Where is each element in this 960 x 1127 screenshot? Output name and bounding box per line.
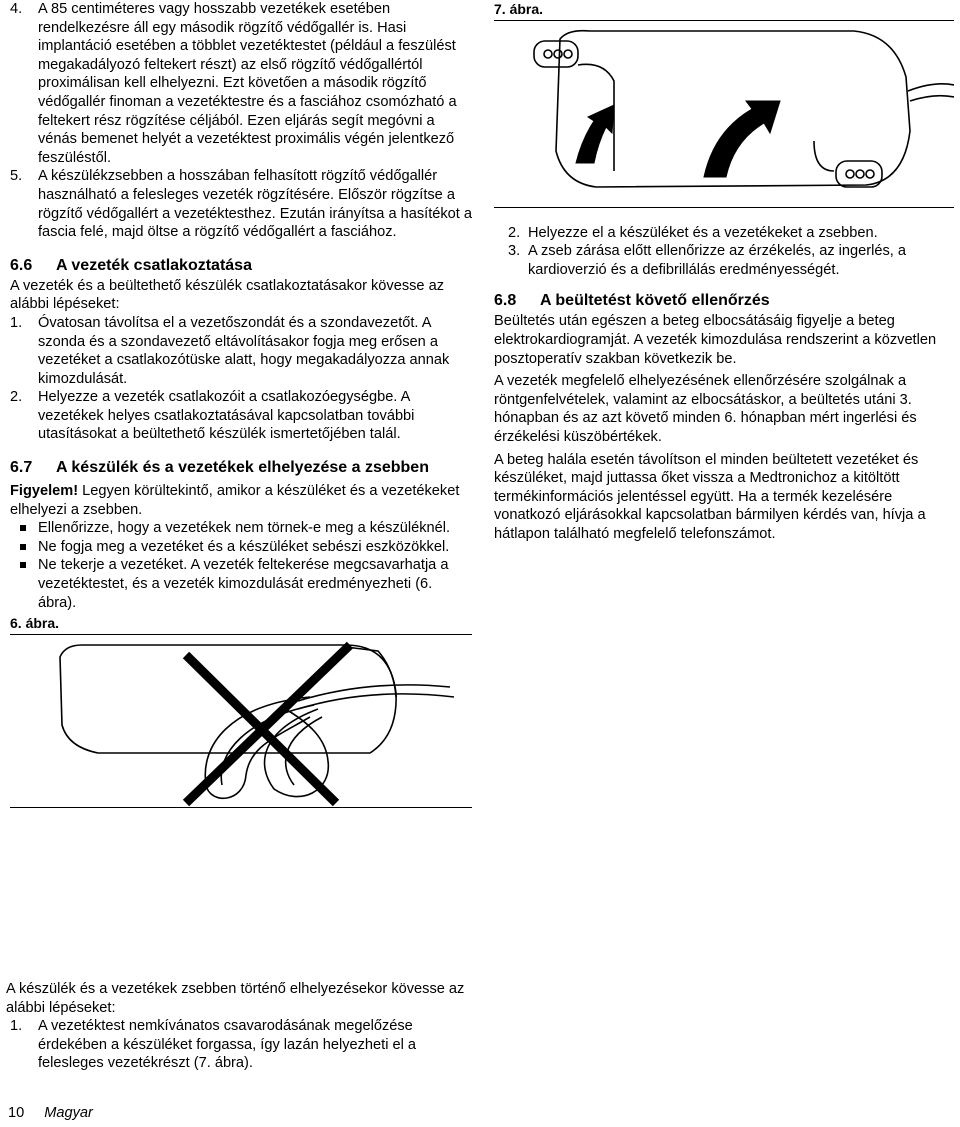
connect-step-1 [10,314,472,388]
footer-language: Magyar [44,1105,93,1121]
step-number: 2. [508,224,521,241]
step-number: 3. [508,243,521,260]
warning-label: Figyelem! [10,483,79,500]
paragraph: A vezeték megfelelő elhelyezésének ellenőrzésére szolgálnak a röntgenfelvételek, valamint az elbocsátáskor, a beültetés utáni 3. hónapban és az azt követő minden 6. hónapban mért ingerlési és érzékelési küszöbértékek. [494,373,917,445]
figure-6-coiled-lead-illustration [10,635,472,807]
left-column [10,0,472,808]
warning-paragraph [10,482,472,519]
paragraph: Beültetés után egészen a beteg elbocsátásáig figyelje a beteg elektrokardiogramját. A vezeték kimozdulása rendszerint a közvetlen posztoperatív szakban következik be. [494,313,937,367]
section-number: 6.6 [10,256,33,274]
section-number: 6.7 [10,459,33,477]
bullet-text: Ellenőrizze, hogy a vezetékek nem törnek-e meg a készüléknél. [38,520,451,537]
section-heading-6-7 [10,458,472,477]
bullet-text: Ne fogja meg a vezetéket és a készüléket sebészi eszközökkel. [38,538,450,555]
paragraph: A beteg halála esetén távolítson el minden beültetett vezetéket és készüléket, majd juttassa őket vissza a Medtronichoz a kitöltött termékinformációs jelentéssel együtt. Ha a termék kezelésére vonatkozó eljárásokkal kapcsolatban bármilyen kérdés van, hívja a hátlapon található megfelelő telefonszámot. [494,451,926,542]
page-number: 10 [8,1105,25,1121]
step-text: Helyezze el a készüléket és a vezetékeket a zsebben. [528,224,878,241]
step-number: 1. [10,314,23,331]
step-number: 4. [10,1,23,17]
section-title: A készülék és a vezetékek elhelyezése a zsebben [56,459,429,477]
right-column [494,0,954,544]
step-text: A készülékzsebben a hosszában felhasított rögzítő védőgallér használható a felesleges vezeték rögzítésére. Először rögzítse a rögzítő védőgallért a vezetéktesthez. Ezután irányítsa a hasítékot a fascia felé, majd öltse a rögzítő védőgallért a fasciához. [38,168,473,241]
step-number: 1. [10,1018,23,1035]
figure-6-label: 6. ábra. [10,615,60,632]
step-5 [10,167,472,241]
bullet-text: Ne tekerje a vezetéket. A vezeték feltekerése megcsavarhatja a vezetéktestet, és a vezeték kimozdulását eredményezheti (6. ábra). [38,557,449,611]
square-bullet-icon [20,525,26,531]
step-text: A zseb zárása előtt ellenőrizze az érzékelés, az ingerlés, a kardioverzió és a defibrillálás eredményességét. [528,243,907,278]
bullet-item [10,556,472,612]
section-intro: A vezeték és a beültethető készülék csatlakoztatásakor kövesse az alábbi lépéseket: [10,277,444,313]
step-text: Helyezze a vezeték csatlakozóit a csatlakozóegységbe. A vezetékek helyes csatlakoztatásával kapcsolatban további utasításokat a beültethető készülék ismertetőjében talál. [38,389,415,443]
section-title: A beültetést követő ellenőrzés [540,292,770,310]
section-heading-6-6 [10,256,472,275]
placement-step-1 [6,1017,476,1073]
warning-text: Legyen körültekintő, amikor a készüléket és a vezetékeket elhelyezi a zsebben. [10,483,460,518]
step-number: 2. [10,389,23,406]
figure-7-bottom-rule [494,207,954,208]
step-text: A vezetéktest nemkívánatos csavarodásának megelőzése érdekében a készüléket forgassa, így lazán helyezheti el a felesleges vezetékrészt (7. ábra). [38,1018,417,1072]
bullet-item [10,519,472,538]
bottom-left-text [6,980,476,1073]
figure-7-label: 7. ábra. [494,1,544,17]
step-number: 5. [10,168,23,185]
bullet-item [10,538,472,557]
page-footer [8,1104,93,1123]
placement-step-2 [494,224,954,243]
connect-step-2 [10,388,472,444]
step-text: A 85 centiméteres vagy hosszabb vezetékek esetében rendelkezésre áll egy második rögzítő védőgallér is. Hasi implantáció esetében a többlet vezetéktestet (például a feszülést megakadályozó feltekert részt) az első rögzítő védőgallértól proximálisan kell elhelyezni. Ezt követően a második rögzítő védőgallér finoman a vezetéktestre és a fasciához csomózható a feltekert rész rögzítése céljából. Ezen eljárás segít megóvni a vénás bemenet helyét a vezetéktest proximális végén jelentkező feszüléstől. [38,1,457,166]
section-number: 6.8 [494,292,517,310]
square-bullet-icon [20,562,26,568]
figure-6-bottom-rule [10,807,472,808]
section-title: A vezeték csatlakoztatása [56,256,252,274]
placement-step-3 [494,242,954,279]
square-bullet-icon [20,544,26,550]
step-4 [10,0,472,167]
section-heading-6-8 [494,291,954,310]
placement-intro: A készülék és a vezetékek zsebben történő elhelyezésekor kövesse az alábbi lépéseket: [6,981,465,1016]
step-text: Óvatosan távolítsa el a vezetőszondát és a szondavezetőt. A szonda és a szondavezető eltávolításakor fogja meg erősen a vezetéket a csatlakozótüske alatt, hogy megakadályozza annak kimozdulását. [38,314,450,387]
figure-7-device-rotation-illustration [494,21,954,207]
